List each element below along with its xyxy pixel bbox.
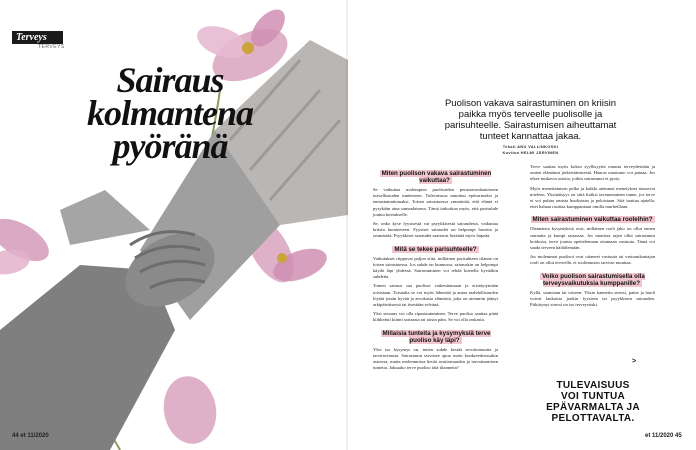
body-paragraph: Olennaista kysymyksiä ovat, millainen rooli jako on ollut ennen sairautta ja kumpi sairastaa. Jos monissa arjen ollut sairastunut hoidossa, terve joutuu opettelemaan ottamaan vastuuta. Tämä voi saada terveen häiläilemään. — [530, 226, 655, 251]
pull-quote-line: EPÄVARMALTA JA — [546, 402, 640, 413]
body-paragraph: Se vaikuttaa molempien puolisoiden perustavanlaatuiseen turvallisuuden tunteeseen. Tulevaisuus muuttuu epävarmaksi ja ennustamattomaksi. Toisen sairastuessa ymmärtää, että elämä ei pysykään aina samanlaisena. Tämä tarkoittaa myös, että parisuhde joutuu koetukselle. — [373, 187, 498, 217]
body-paragraph: Vaikutukset riippuvat paljon siitä, millainen parisuhteen tilanne on toisen sairastuessa. Jos suhde on kunnossa, sairauskin on helpompi käydä läpi yhdessä. Sairastuminen voi tehdä koetella hyvääkin suhdetta. — [373, 255, 498, 280]
pink-flower-left — [0, 210, 56, 277]
byline-text: Teksti ANU VALLINKOSKI — [502, 144, 559, 149]
body-paragraph: Jos molemmat puolisot ovat ottaneet vastuuta tai vastuunkantajan rooli on ollut terveellä, ei roolimuutos tarvitse muuttaa. — [530, 254, 655, 266]
text-column-2 — [530, 164, 655, 311]
continue-arrow-icon: > — [632, 358, 637, 365]
question-heading: Voiko puolison sairastumisella olla terveysvaikutuksia kumppanille? — [542, 272, 645, 287]
left-arm-top — [60, 190, 150, 245]
title-line-1: Sairaus — [116, 60, 224, 100]
pull-quote — [533, 380, 653, 424]
question-heading: Miten puolison vakava sairastuminen vaikuttaa? — [381, 170, 492, 184]
pull-quote-line: TULEVAISUUS — [556, 380, 630, 391]
byline — [443, 144, 618, 156]
text-column-1 — [373, 164, 498, 374]
question-heading: Millaisia tunteita ja kysymyksiä terve puoliso käy läpi? — [382, 329, 491, 344]
page-folio-left: 44 et 11/2020 — [12, 433, 49, 439]
body-paragraph: Terve saattaa myös kokea syyllisyyttä omasta terveydestään ja omien elämänsä järkeistämisestä. Hauras omatunto voi painaa. Jos tekee mukavia asioita, joihin sairastunut ei pysty. — [530, 164, 655, 182]
section-label: Terveys — [16, 32, 47, 43]
body-paragraph: Kyllä, saamiaan tai toiseen. Yksin kannettu stressi, paine ja huoli voivat laukaista jonkin fyysisen tai psyykkisen sairauden. Pitkittynyt stressi on iso terveysriski. — [530, 289, 655, 308]
byline-illustration: Kuvitus HELMI JÄRVINEN — [502, 150, 559, 155]
section-subtitle: TERVEYS — [38, 44, 65, 50]
article-title — [40, 60, 300, 166]
pull-quote-line: PELOTTAVALTA. — [551, 413, 635, 424]
question-heading: Miten sairastuminen vaikuttaa rooleihin? — [532, 216, 653, 224]
body-paragraph: Myös menettämisen pelko ja kaikki aiemmat menetykset nousevat mieleen. Yksinäisyys on siitä lisäksi tavanomainen tunne, jos terve ei voi puhua omista huolistaan ja peloistaan. Sitä saattaa ajatella, ettei haluaa rasittaa kumppaniaan omilla murheillaan. — [530, 185, 655, 210]
title-line-2: kolmantena — [86, 93, 254, 133]
title-line-3: pyöränä — [112, 126, 228, 166]
pull-quote-line: VOI TUNTUA — [560, 391, 626, 402]
right-page — [348, 0, 696, 450]
lead-paragraph: Puolison vakava sairastuminen on kriisin paikka myös terveelle puolisolle ja parisuhteelle. Sairastumisen aiheuttamat tunteet kannattaa jakaa. — [444, 98, 617, 142]
body-paragraph: Toinen sairaus saa puolisot vaikeuttamaan ja eristäytymään toisistaan. Toisaalta se voi myös lähentää ja antaa mahdollisuuden löytää jotain hyvää ja arvokasta elämästä, joka on aiemmin jäänyt arkipäiväisessä tai itsestään selvänä. — [373, 283, 498, 308]
page-folio-right: et 11/2020 45 — [645, 433, 682, 439]
body-paragraph: Yksi seuraus voi olla ripustautuminen. Terve puoliso saattaa pitää kiihkeästi kiinni sairaasta tai toisin päin. Se voi olla raskasta. — [373, 311, 498, 323]
body-paragraph: Yksi iso kysymys on, miten suhde kestää arvottomuutta ja tarvitsevuutta. Sairastunut tarvitsee apua usein konkreettisissakin asioissa, mutta molemmissa herää avuttomuuden ja tarvaitsemisen tunteita. Jaksaako terve puoliso tätä tilannetta? — [373, 346, 498, 371]
question-heading: Mitä se tekee parisuhteelle? — [394, 245, 477, 253]
section-tag — [12, 31, 63, 44]
body-paragraph: Se, onko kyse fyysisestä vai psyykkisestä sairaudesta, vaikuttaa kriisin luonteeseen. Fyysiset sairaudet on helpompi havaita ja ymmärtää. Psyykkiset sairaudet saattavat herättää myös häpeää. — [373, 221, 498, 239]
